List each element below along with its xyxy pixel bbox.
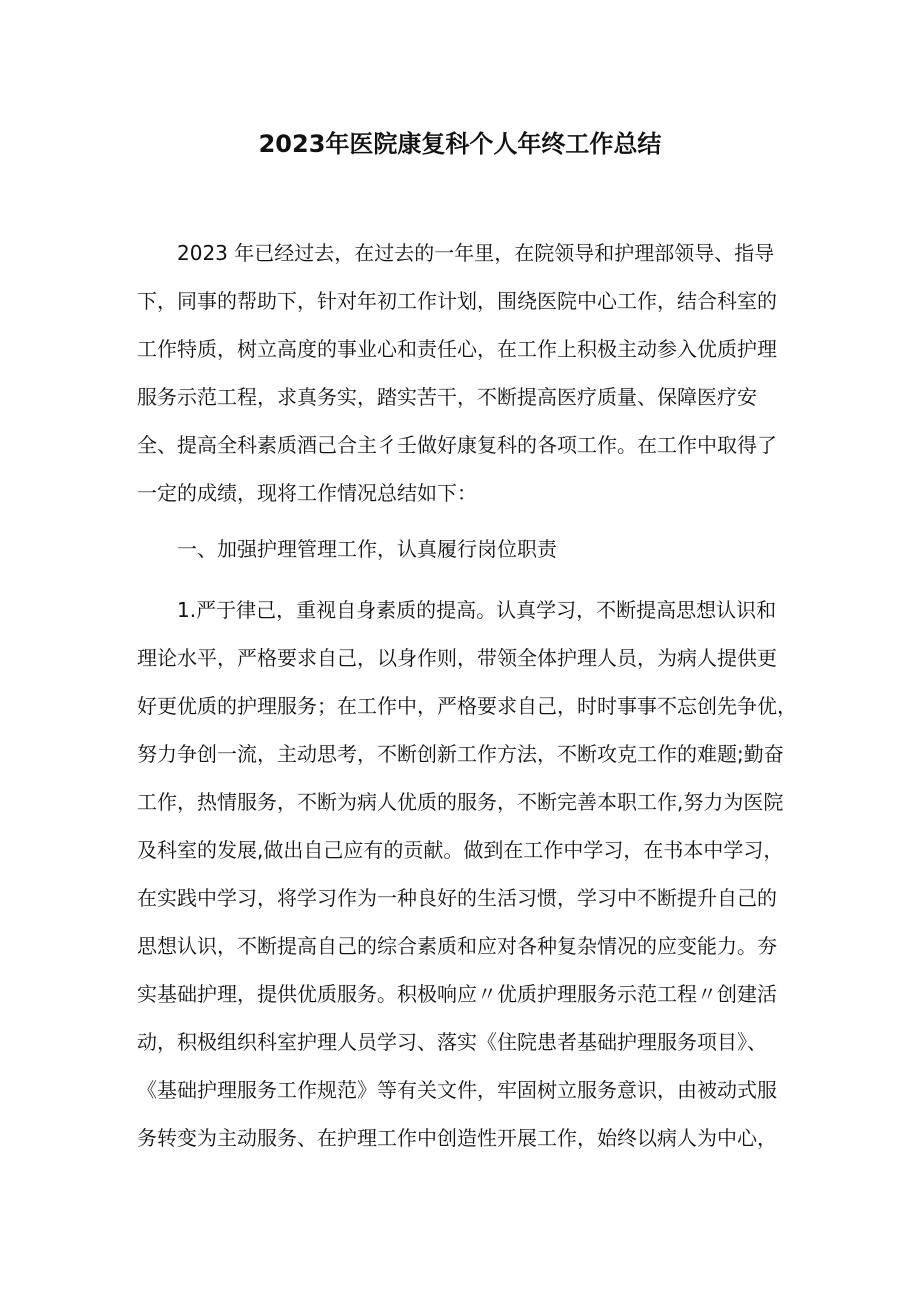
body-paragraph xyxy=(137,586,797,1162)
document-title: 2023年医院康复科个人年终工作总结 xyxy=(258,130,662,158)
intro-line-6: 一定的成绩，现将工作情况总结如下： xyxy=(137,481,477,505)
body-line-1: 1.严于律己，重视自身素质的提高。认真学习，不断提高思想认识和 xyxy=(177,598,777,622)
intro-line-3: 工作特质，树立高度的事业心和责任心，在工作上积极主动参入优质护理 xyxy=(137,337,777,361)
body-line-4: 努力争创一流，主动思考，不断创新工作方法，不断攻克工作的难题;勤奋 xyxy=(137,742,784,766)
body-line-9: 实基础护理，提供优质服务。积极响应〃优质护理服务示范工程〃创建活 xyxy=(137,982,777,1006)
body-line-6: 及科室的发展,做出自己应有的贡献。做到在工作中学习，在书本中学习， xyxy=(137,838,784,862)
body-line-5: 工作，热情服务，不断为病人优质的服务，不断完善本职工作,努力为医院 xyxy=(137,790,784,814)
body-line-10: 动，积极组织科室护理人员学习、落实《住院患者基础护理服务项目》、 xyxy=(137,1030,767,1054)
body-line-8: 思想认识，不断提高自己的综合素质和应对各种复杂情况的应变能力。夯 xyxy=(137,934,777,958)
intro-paragraph xyxy=(137,229,787,517)
intro-line-2: 下，同事的帮助下，针对年初工作计划，围绕医院中心工作，结合科室的 xyxy=(137,289,777,313)
section-heading-paragraph xyxy=(137,525,787,573)
body-line-11: 《基础护理服务工作规范》等有关文件，牢固树立服务意识，由被动式服 xyxy=(137,1078,777,1102)
intro-line-5: 全、提高全科素质酒己合主彳壬做好康复科的各项工作。在工作中取得了 xyxy=(137,433,777,457)
body-line-12: 务转变为主动服务、在护理工作中创造性开展工作，始终以病人为中心， xyxy=(137,1126,777,1150)
section-heading: 一、加强护理管理工作，认真履行岗位职责 xyxy=(177,537,557,561)
intro-line-4: 服务示范工程，求真务实，踏实苦干，不断提高医疗质量、保障医疗安 xyxy=(137,385,757,409)
body-line-7: 在实践中学习，将学习作为一种良好的生活习惯，学习中不断提升自己的 xyxy=(137,886,777,910)
body-line-2: 理论水平，严格要求自己，以身作则，带领全体护理人员，为病人提供更 xyxy=(137,646,777,670)
body-line-3: 好更优质的护理服务；在工作中，严格要求自己，时时事事不忘创先争优， xyxy=(137,694,797,718)
intro-line-1: 2023 年已经过去，在过去的一年里，在院领导和护理部领导、指导 xyxy=(177,241,775,265)
